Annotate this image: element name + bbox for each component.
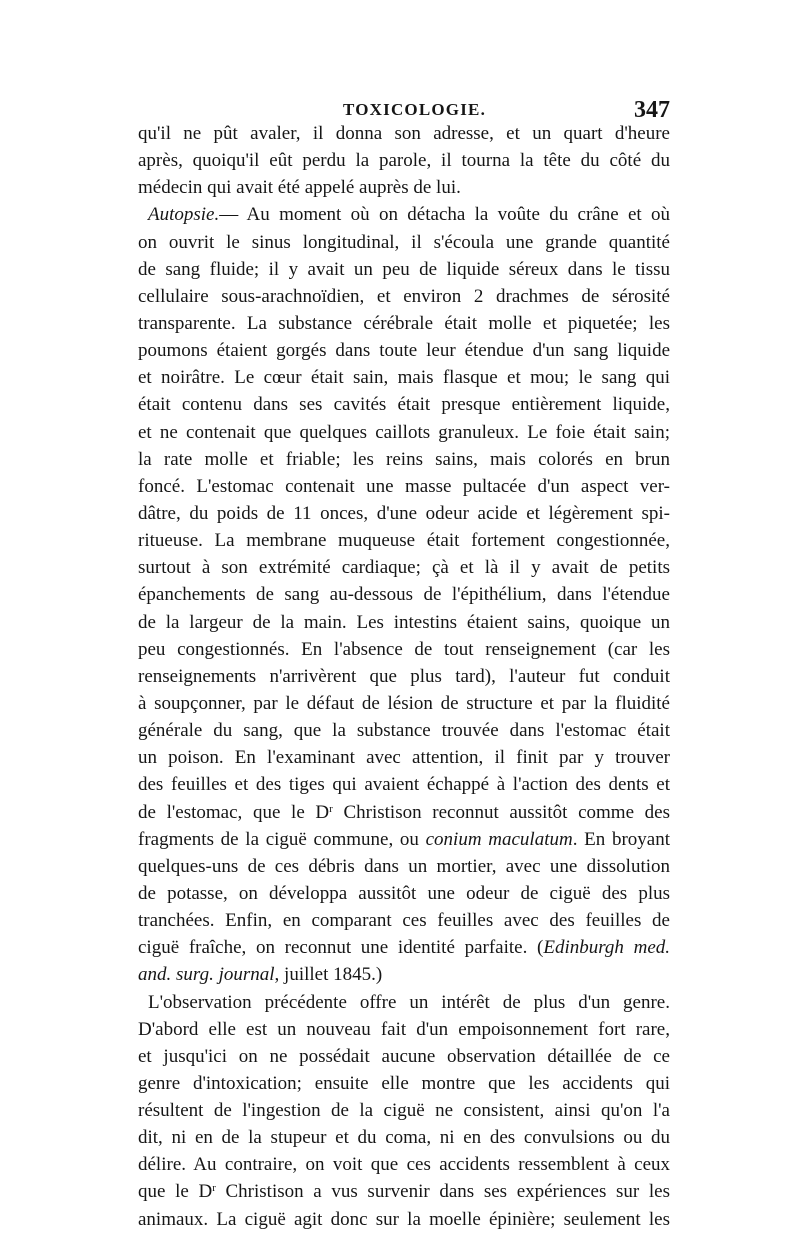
text-line: D'abord elle est un nouveau fait d'un empoisonnement fort rare, [138, 1018, 670, 1040]
text-run: — Au moment où on détacha la voûte du crâne et où [219, 204, 670, 226]
text-run: Christison reconnut aussitôt comme des [332, 801, 670, 823]
text-line: renseignements n'arrivèrent que plus tard), l'auteur fut conduit [138, 665, 670, 687]
text-line: dâtre, du poids de 11 onces, d'une odeur acide et légèrement spi- [138, 502, 670, 524]
text-run: de l'estomac, que le D [138, 801, 330, 823]
text-line: à soupçonner, par le défaut de lésion de structure et par la fluidité [138, 692, 670, 714]
text-line: la rate molle et friable; les reins sains, mais colorés en brun [138, 448, 670, 470]
text-line: tranchées. Enfin, en comparant ces feuilles avec des feuilles de [138, 910, 670, 932]
text-line: de potasse, on développa aussitôt une odeur de ciguë des plus [138, 882, 670, 904]
text-run: . En broyant [572, 828, 670, 850]
text-line [138, 826, 670, 853]
superscript: r [329, 802, 333, 815]
text-line: et jusqu'ici on ne possédait aucune observation détaillée de ce [138, 1045, 670, 1067]
text-line: transparente. La substance cérébrale était molle et piquetée; les [138, 312, 670, 334]
text-line: quelques-uns de ces débris dans un mortier, avec une dissolution [138, 855, 670, 877]
text-line: cellulaire sous-arachnoïdien, et environ 2 drachmes de sérosité [138, 285, 670, 307]
text-line: peu congestionnés. En l'absence de tout renseignement (car les [138, 638, 670, 660]
text-line: et ne contenait que quelques caillots granuleux. Le foie était sain; [138, 421, 670, 443]
text-line: un poison. En l'examinant avec attention, il finit par y trouver [138, 747, 670, 769]
text-run: , juillet 1845.) [274, 964, 383, 986]
text-line [138, 201, 670, 228]
text-line: poumons étaient gorgés dans toute leur étendue d'un sang liquide [138, 340, 670, 362]
text-line: L'observation précédente offre un intérêt de plus d'un genre. [148, 991, 670, 1013]
text-line: qu'il ne pût avaler, il donna son adresse, et un quart d'heure [138, 123, 670, 144]
text-line: on ouvrit le sinus longitudinal, il s'écoula une grande quantité [138, 231, 670, 253]
text-line: de sang fluide; il y avait un peu de liquide séreux dans le tissu [138, 258, 670, 280]
text-line: dit, ni en de la stupeur et du coma, ni en des convulsions ou du [138, 1127, 670, 1149]
text-line: épanchements de sang au-dessous de l'épithélium, dans l'étendue [138, 584, 670, 606]
running-title: TOXICOLOGIE. [343, 100, 487, 119]
text-line: générale du sang, que la substance trouvée dans l'estomac était [138, 720, 670, 742]
text-line: animaux. La ciguë agit donc sur la moelle épinière; seulement les [138, 1208, 670, 1230]
text-line: de la largeur de la main. Les intestins étaient sains, quoique un [138, 611, 670, 633]
italic-citation: Edinburgh med. [543, 937, 670, 959]
section-label: Autopsie. [148, 204, 220, 226]
page-number: 347 [634, 97, 670, 123]
italic-term: conium maculatum [425, 828, 573, 850]
text-line: résultent de l'ingestion de la ciguë ne consistent, ainsi qu'on l'a [138, 1100, 670, 1122]
text-run: que le D [138, 1181, 213, 1203]
text-run: ciguë fraîche, on reconnut une identité parfaite. ( [138, 937, 544, 959]
body-text [138, 120, 670, 1233]
text-line: des feuilles et des tiges qui avaient échappé à l'action des dents et [138, 774, 670, 796]
text-line [138, 799, 670, 826]
text-run: fragments de la ciguë commune, ou [138, 828, 426, 850]
text-line: après, quoiqu'il eût perdu la parole, il tourna la tête du côté du [138, 150, 670, 172]
text-line: délire. Au contraire, on voit que ces accidents ressemblent à ceux [138, 1154, 670, 1176]
text-line: foncé. L'estomac contenait une masse pultacée d'un aspect ver- [138, 475, 670, 497]
text-line: et noirâtre. Le cœur était sain, mais flasque et mou; le sang qui [138, 367, 670, 389]
text-line: genre d'intoxication; ensuite elle montre que les accidents qui [138, 1072, 670, 1094]
text-line: était contenu dans ses cavités était presque entièrement liquide, [138, 394, 670, 416]
italic-citation: and. surg. journal [138, 964, 275, 986]
text-line [138, 1178, 670, 1205]
text-line [138, 934, 670, 961]
text-line: médecin qui avait été appelé auprès de lui. [138, 177, 461, 199]
text-line: surtout à son extrémité cardiaque; çà et là il y avait de petits [138, 557, 670, 579]
text-line [138, 961, 670, 988]
text-run: Christison a vus survenir dans ses expériences sur les [215, 1181, 670, 1203]
superscript: r [212, 1182, 216, 1195]
text-line: ritueuse. La membrane muqueuse était fortement congestionnée, [138, 530, 670, 552]
